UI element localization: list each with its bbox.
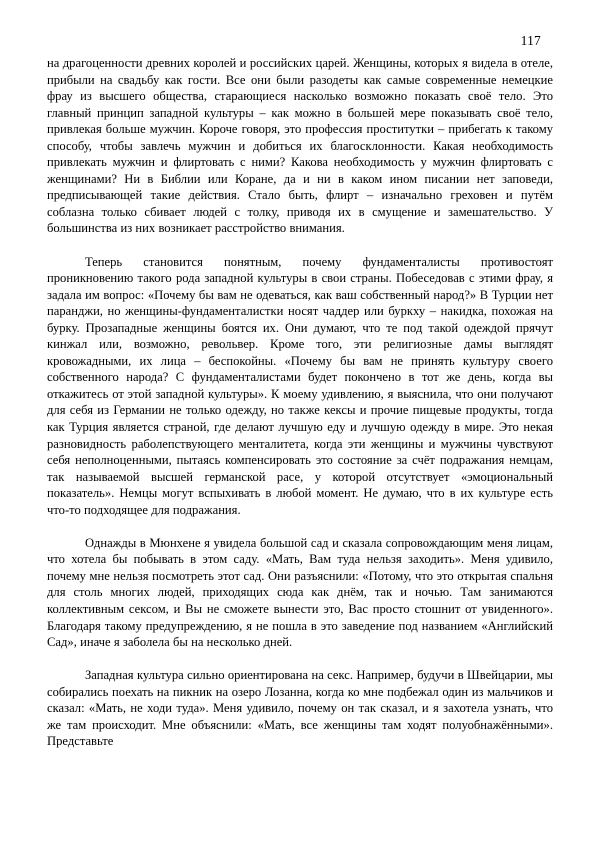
paragraph-4: Западная культура сильно ориентирована на секс. Например, будучи в Швейцарии, мы собирались поехать на пикник на озеро Лозанна, когда ко мне подбежал один из мальчиков и сказал: «Мать, не ходи туда». Меня удивило, почему он так сказал, и я захотела узнать, что же там происходит. Мне объяснили: «Мать, все женщины там ходят полуобнажёнными». Представьте bbox=[47, 668, 553, 749]
page-number: 117 bbox=[520, 33, 541, 48]
paragraph-3: Однажды в Мюнхене я увидела большой сад и сказала сопровождающим меня лицам, что хотела бы побывать в этом саду. «Мать, Вам туда нельзя заходить». Меня удивило, почему мне нельзя посмотреть этот сад. Они разъяснили: «Потому, что это открытая спальня для столь многих людей, приходящих сюда как днём, так и ночью. Там занимаются коллективным сексом, и Вы не сможете вынести это, Вас просто стошнит от увиденного». Благодаря такому предупреждению, я не пошла в это заведение под названием «Английский Сад», иначе я заболела бы на несколько дней. bbox=[47, 535, 553, 650]
paragraph-1: на драгоценности древних королей и российских царей. Женщины, которых я видела в отеле, прибыли на свадьбу как гости. Все они были разодеты как самые современные немецкие фрау из высшего общества, старающиеся насколько возможно показать своё тело. Это главный принцип западной культуры – как можно в большей мере показывать своё тело, привлекая больше мужчин. Короче говоря, это профессия проститутки – прибегать к такому способу, чтобы завлечь мужчин и добиться их благосклонности. Какая необходимость привлекать мужчин и флиртовать с ними? Какова необходимость у мужчин флиртовать с женщинами? Ни в Библии или Коране, да и ни в каком ином писании нет заповеди, предписывающей такие действия. Стало быть, флирт – изначально греховен и путём соблазна только сбивает людей с толку, приводя их в смущение и замешательство. У большинства из них возникает расстройство внимания. bbox=[47, 56, 553, 236]
paragraph-2: Теперь становится понятным, почему фундаменталисты противостоят проникновению такого рода западной культуры в свои страны. Побеседовав с этими фрау, я задала им вопрос: «Почему бы вам не одеваться, как ваш собственный народ?» В Турции нет паранджи, но женщины-фундаменталистки носят чаддер или буркху – накидка, похожая на бурку. Прозападные женщины боятся их. Они думают, что те под такой одеждой прячут кинжал или, возможно, револьвер. Кроме того, эти религиозные дамы выглядят кровожадными, их лица – беспокойны. «Почему бы вам не принять культуру своего собственного народа? С фундаменталистами будет покончено в тот же день, когда вы откажитесь от этой западной культуры». К моему удивлению, я выяснила, что они получают для себя из Германии не только одежду, но также кексы и прочие пищевые продукты, тогда как Турция является страной, где делают лучшую еду и лучшую одежду в мире. Это некая разновидность раболепствующего менталитета, когда эти женщины и мужчины чувствуют себя неполноценными, пытаясь компенсировать это состояние за счёт подражания немцам, так называемой высшей германской расе, у которой отсутствует «эмоциональный показатель». Немцы могут вспыхивать в любой момент. Не думаю, что в их культуре есть что-то подходящее для подражания. bbox=[47, 254, 553, 517]
body-text-column bbox=[47, 55, 553, 750]
